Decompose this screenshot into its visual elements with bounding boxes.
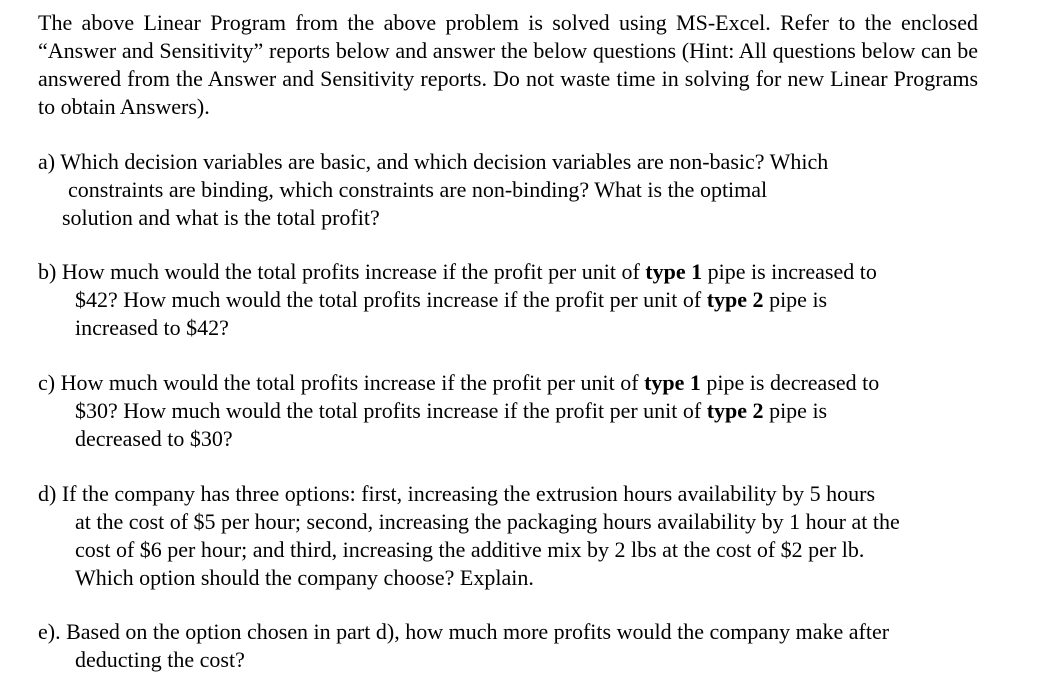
question-a-line-3: solution and what is the total profit?	[62, 205, 380, 230]
question-c-type1-bold: type 1	[644, 370, 701, 395]
question-e-line-1: e). Based on the option chosen in part d), how much more profits would the company make after	[38, 619, 890, 644]
question-e-line-2: deducting the cost?	[75, 647, 245, 672]
question-b-type2-bold: type 2	[706, 287, 764, 312]
question-a-line-1: a) Which decision variables are basic, and which decision variables are non-basic? Which	[38, 149, 829, 174]
question-c	[38, 369, 998, 453]
question-b-line-3: increased to $42?	[75, 315, 229, 340]
question-b-line-2-tail: pipe is	[763, 287, 828, 312]
question-a-line-2: constraints are binding, which constraints are non-binding? What is the optimal	[68, 177, 768, 202]
question-c-type2-bold: type 2	[706, 398, 764, 423]
question-b-line-2	[38, 286, 998, 314]
question-d-line-2: at the cost of $5 per hour; second, increasing the packaging hours availability by 1 hour at the	[75, 509, 900, 534]
question-e	[38, 618, 998, 674]
question-d-line-3: cost of $6 per hour; and third, increasing the additive mix by 2 lbs at the cost of $2 per lb.	[75, 537, 865, 562]
question-b	[38, 258, 998, 342]
question-c-line-3: decreased to $30?	[75, 426, 233, 451]
question-b-line-2-text: $42? How much would the total profits increase if the profit per unit of	[75, 287, 707, 312]
question-b-type1-bold: type 1	[645, 259, 703, 284]
question-d-line-1: d) If the company has three options: first, increasing the extrusion hours availability by 5 hours	[38, 481, 876, 506]
question-d	[38, 480, 998, 592]
question-c-line-2-tail: pipe is	[763, 398, 828, 423]
question-d-line-4: Which option should the company choose? Explain.	[75, 565, 534, 590]
intro-paragraph: The above Linear Program from the above problem is solved using MS-Excel. Refer to the enclosed “Answer and Sensitivity” reports below and answer the below questions (Hint: All questions below can be answered from the Answer and Sensitivity reports. Do not waste time in solving for new Linear Programs to obtain Answers).	[38, 10, 978, 119]
question-c-line-2	[38, 397, 998, 425]
question-c-line-1-tail: pipe is decreased to	[700, 370, 880, 395]
question-a	[38, 148, 998, 232]
question-c-line-1	[38, 369, 998, 397]
question-b-line-1-tail: pipe is increased to	[702, 259, 877, 284]
question-b-line-1	[38, 258, 998, 286]
question-c-line-2-text: $30? How much would the total profits increase if the profit per unit of	[75, 398, 707, 423]
question-c-line-1-text: c) How much would the total profits increase if the profit per unit of	[38, 370, 645, 395]
question-b-line-1-text: b) How much would the total profits increase if the profit per unit of	[38, 259, 646, 284]
